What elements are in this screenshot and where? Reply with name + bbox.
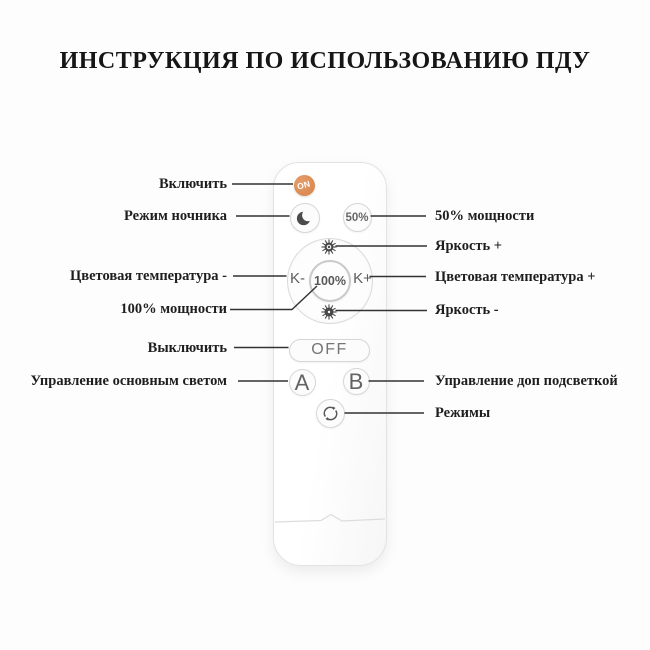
power-on-button[interactable] <box>294 175 315 196</box>
power-on-label: ON <box>296 178 312 192</box>
label-night-mode: Режим ночника <box>124 208 227 224</box>
half-power-button[interactable] <box>343 203 372 232</box>
label-color-temp-plus: Цветовая температура + <box>435 269 596 285</box>
label-half-power: 50% мощности <box>435 208 535 224</box>
full-power-button[interactable] <box>309 260 351 302</box>
battery-cover-seam <box>274 513 386 529</box>
label-brightness-minus: Яркость - <box>435 302 499 318</box>
night-mode-button[interactable] <box>290 203 320 233</box>
page-title: ИНСТРУКЦИЯ ПО ИСПОЛЬЗОВАНИЮ ПДУ <box>59 48 591 74</box>
cycle-arrows-icon <box>319 402 342 425</box>
label-main-light-control: Управление основным светом <box>30 373 227 389</box>
label-aux-light-control: Управление доп подсветкой <box>435 373 618 389</box>
main-light-a-button[interactable] <box>289 369 316 396</box>
half-power-label: 50% <box>345 211 369 224</box>
color-temp-plus-button[interactable]: K+ <box>353 270 372 287</box>
aux-light-b-button[interactable] <box>343 368 370 395</box>
color-temp-minus-button[interactable]: K- <box>290 270 305 287</box>
power-off-label: OFF <box>311 341 348 359</box>
full-power-label: 100% <box>314 274 346 288</box>
label-color-temp-minus: Цветовая температура - <box>69 268 227 284</box>
label-full-power: 100% мощности <box>120 301 227 317</box>
brightness-up-sun-icon[interactable] <box>321 239 337 255</box>
brightness-down-sun-icon[interactable] <box>321 304 337 320</box>
remote-control-body <box>273 162 387 566</box>
a-label: A <box>294 369 310 395</box>
label-brightness-plus: Яркость + <box>435 238 503 254</box>
moon-icon <box>291 203 319 233</box>
b-label: B <box>348 368 364 394</box>
label-turn-off: Выключить <box>147 339 227 356</box>
modes-button[interactable] <box>316 399 345 428</box>
label-turn-on: Включить <box>158 176 227 192</box>
power-off-button[interactable] <box>289 339 370 362</box>
label-modes: Режимы <box>435 405 491 421</box>
